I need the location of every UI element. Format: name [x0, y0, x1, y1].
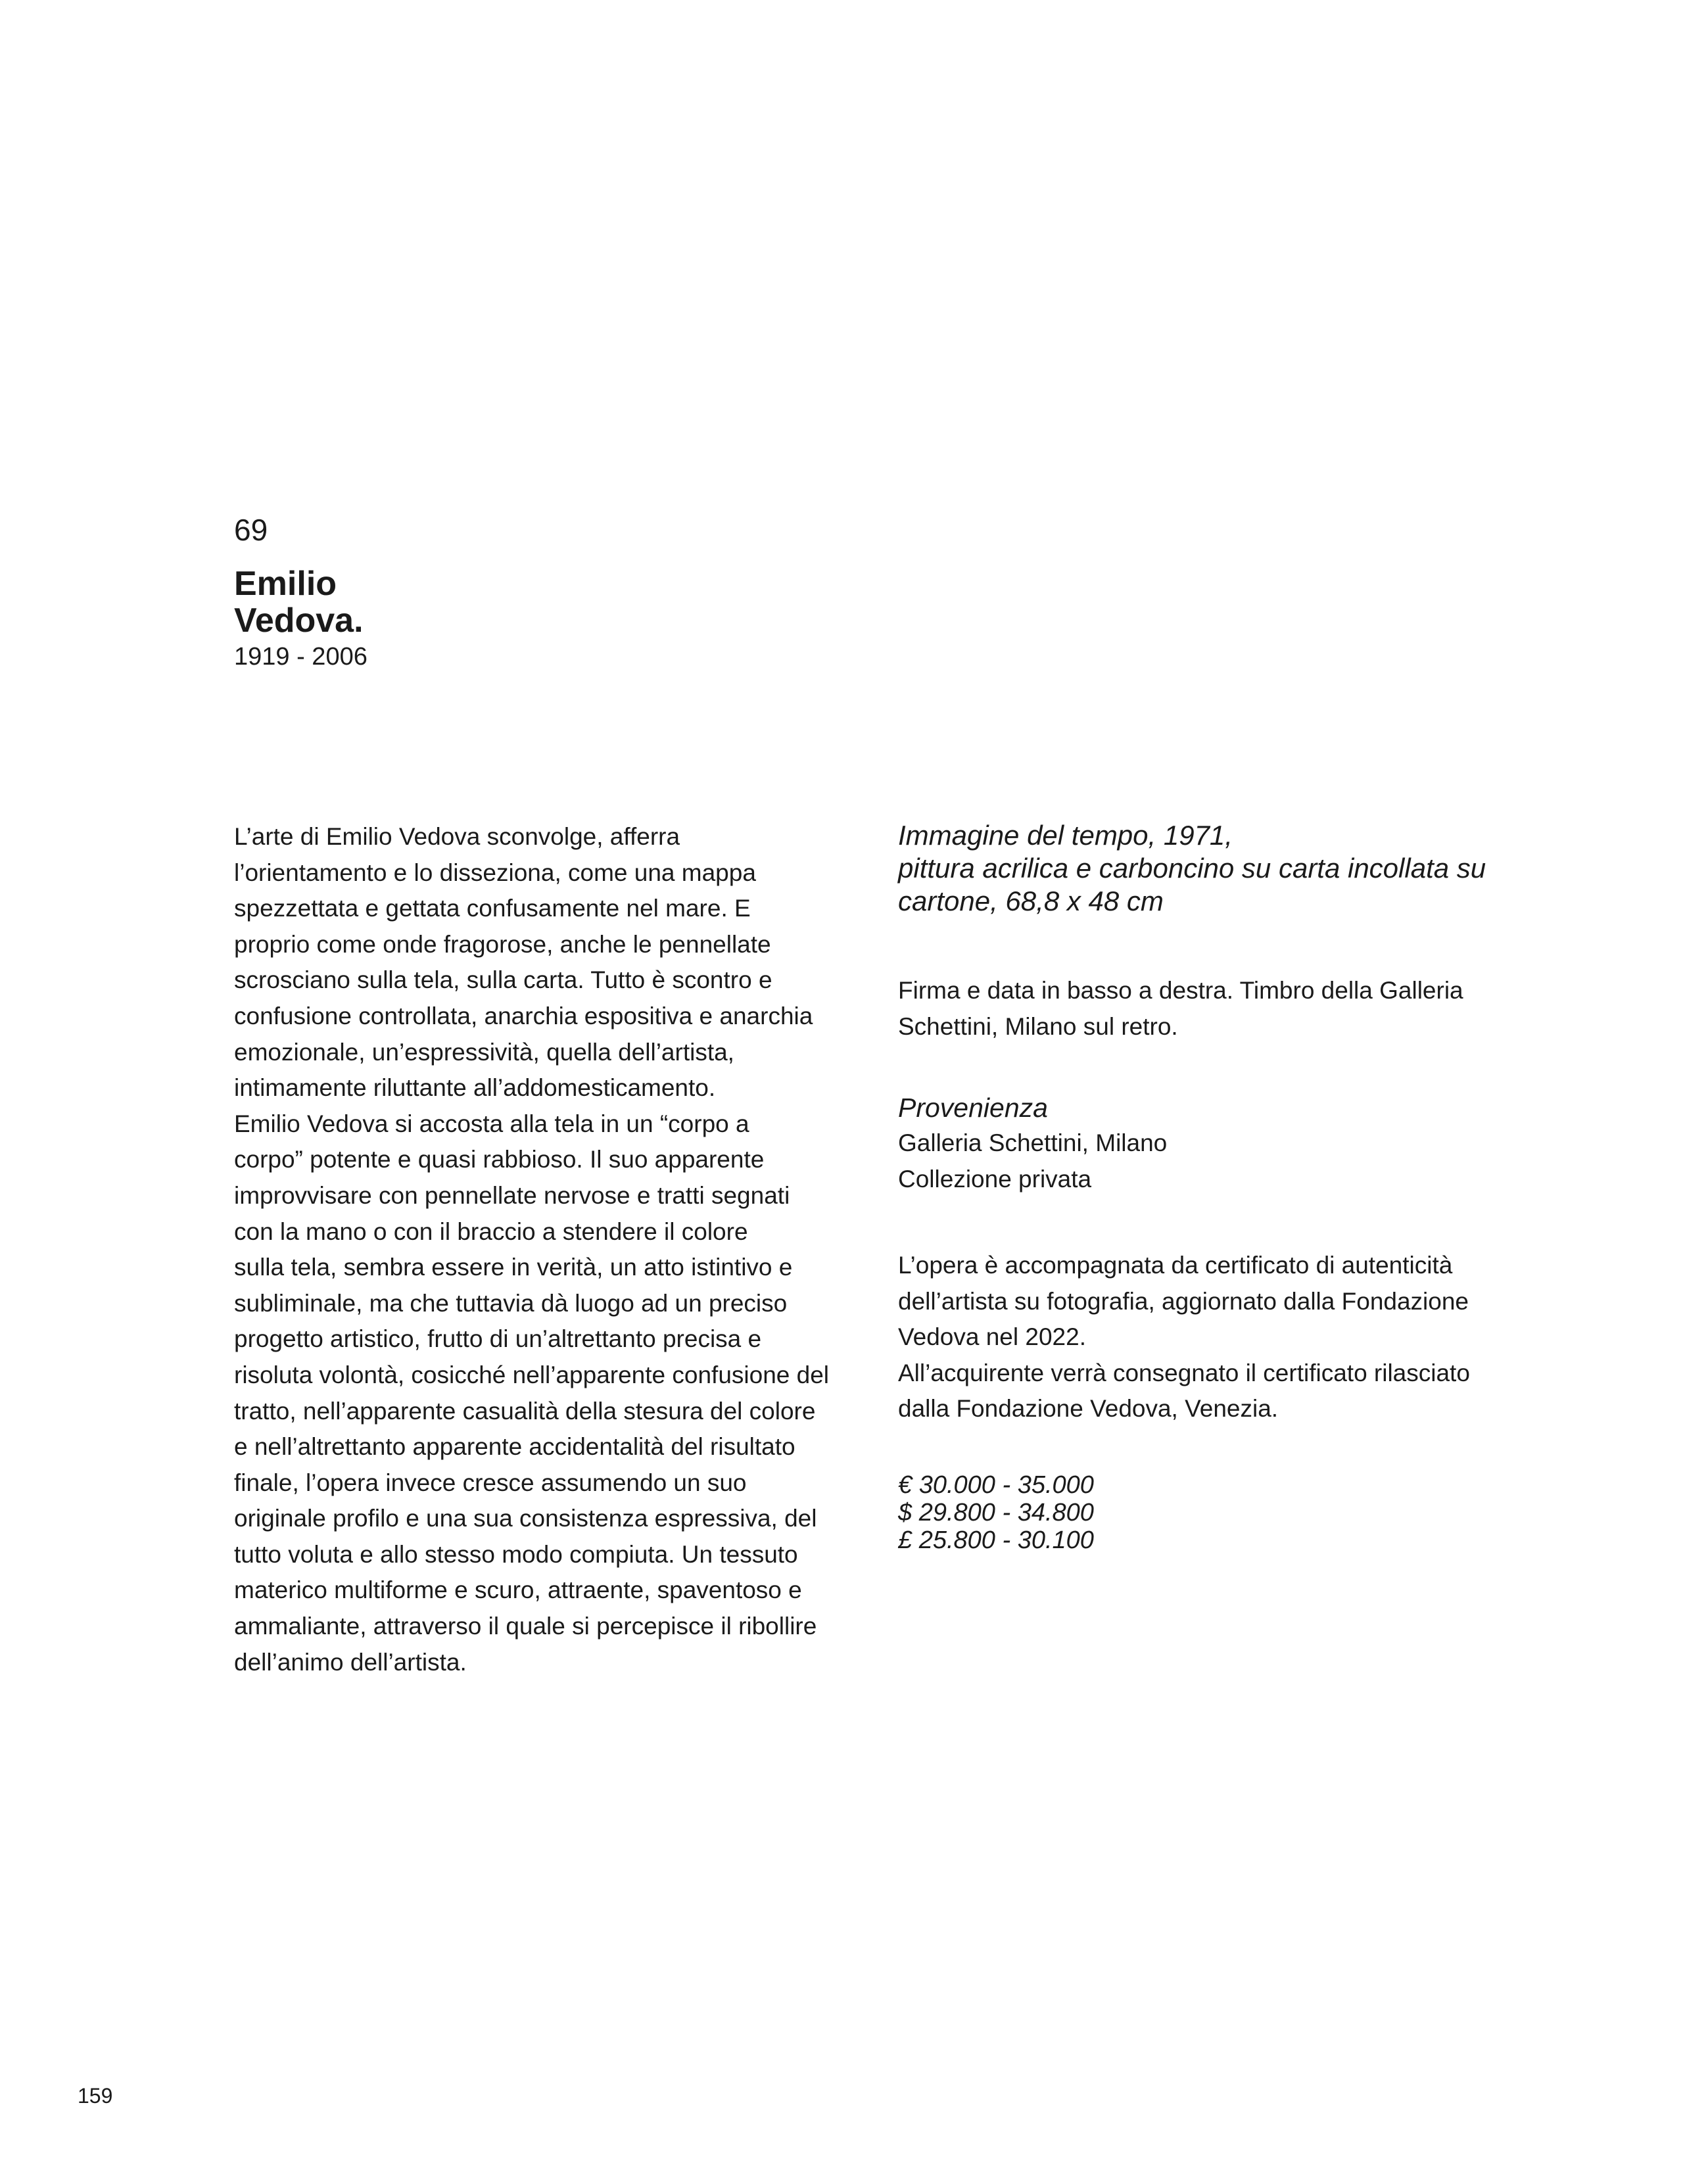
essay-line: scrosciano sulla tela, sulla carta. Tutto è scontro e	[234, 966, 772, 994]
essay-line: originale profilo e una sua consistenza espressiva, del	[234, 1505, 817, 1532]
certificate-line: dalla Fondazione Vedova, Venezia.	[898, 1395, 1279, 1423]
signature-note	[898, 973, 1463, 1045]
certificate-line: L’opera è accompagnata da certificato di autenticità	[898, 1252, 1453, 1279]
provenance-list	[898, 1125, 1167, 1197]
essay-line: materico multiforme e scuro, attraente, spaventoso e	[234, 1576, 802, 1604]
essay-line: sulla tela, sembra essere in verità, un atto istintivo e	[234, 1254, 793, 1281]
provenance-item: Galleria Schettini, Milano	[898, 1129, 1168, 1156]
essay-line: proprio come onde fragorose, anche le pennellate	[234, 930, 771, 958]
artist-name	[234, 565, 364, 639]
artwork-title-line: Immagine del tempo, 1971,	[898, 820, 1233, 851]
artwork-medium-line: pittura acrilica e carboncino su carta incollata su	[898, 853, 1486, 884]
certificate-note	[898, 1248, 1470, 1427]
provenance-item: Collezione privata	[898, 1165, 1092, 1193]
essay-line: spezzettata e gettata confusamente nel mare. E	[234, 895, 751, 922]
essay-line: dell’animo dell’artista.	[234, 1648, 467, 1676]
essay-line: subliminale, ma che tuttavia dà luogo ad un preciso	[234, 1289, 788, 1317]
lot-number: 69	[234, 513, 268, 547]
essay-line: L’arte di Emilio Vedova sconvolge, afferra	[234, 823, 680, 850]
estimate-gbp: £ 25.800 - 30.100	[898, 1526, 1094, 1554]
essay-line: corpo” potente e quasi rabbioso. Il suo apparente	[234, 1146, 765, 1173]
essay-line: e nell’altrettanto apparente accidentalità del risultato	[234, 1433, 795, 1461]
signature-line: Schettini, Milano sul retro.	[898, 1012, 1178, 1040]
essay-line: improvvisare con pennellate nervose e tratti segnati	[234, 1181, 790, 1209]
artwork-title	[898, 819, 1555, 918]
certificate-line: Vedova nel 2022.	[898, 1323, 1086, 1351]
essay-line: ammaliante, attraverso il quale si percepisce il ribollire	[234, 1613, 817, 1640]
essay-text	[234, 819, 839, 1680]
estimate-eur: € 30.000 - 35.000	[898, 1471, 1094, 1499]
essay-line: tutto voluta e allo stesso modo compiuta. Un tessuto	[234, 1540, 798, 1568]
certificate-line: dell’artista su fotografia, aggiornato dalla Fondazione	[898, 1287, 1469, 1315]
essay-line: progetto artistico, frutto di un’altrettanto precisa e	[234, 1325, 762, 1353]
artwork-dimensions-line: cartone, 68,8 x 48 cm	[898, 886, 1164, 916]
essay-line: confusione controllata, anarchia espositiva e anarchia	[234, 1002, 813, 1029]
artwork-details	[898, 819, 1555, 918]
essay-line: con la mano o con il braccio a stendere il colore	[234, 1217, 748, 1245]
essay-line: finale, l’opera invece cresce assumendo un suo	[234, 1469, 747, 1496]
essay-line: risoluta volontà, cosicché nell’apparente confusione del	[234, 1361, 830, 1388]
essay-line: intimamente riluttante all’addomesticamento.	[234, 1074, 716, 1102]
artist-last-name: Vedova.	[234, 602, 364, 640]
price-estimates	[898, 1471, 1094, 1554]
provenance-heading: Provenienza	[898, 1093, 1048, 1123]
estimate-usd: $ 29.800 - 34.800	[898, 1499, 1094, 1526]
signature-line: Firma e data in basso a destra. Timbro della Galleria	[898, 977, 1463, 1004]
essay-line: tratto, nell’apparente casualità della stesura del colore	[234, 1397, 816, 1425]
essay-line: Emilio Vedova si accosta alla tela in un “corpo a	[234, 1110, 749, 1137]
artist-first-name: Emilio	[234, 565, 337, 603]
artist-dates: 1919 - 2006	[234, 643, 368, 671]
certificate-line: All’acquirente verrà consegnato il certificato rilasciato	[898, 1359, 1470, 1386]
essay-line: l’orientamento e lo disseziona, come una mappa	[234, 859, 756, 886]
essay-line: emozionale, un’espressività, quella dell’artista,	[234, 1038, 734, 1066]
page-number: 159	[78, 2084, 113, 2108]
